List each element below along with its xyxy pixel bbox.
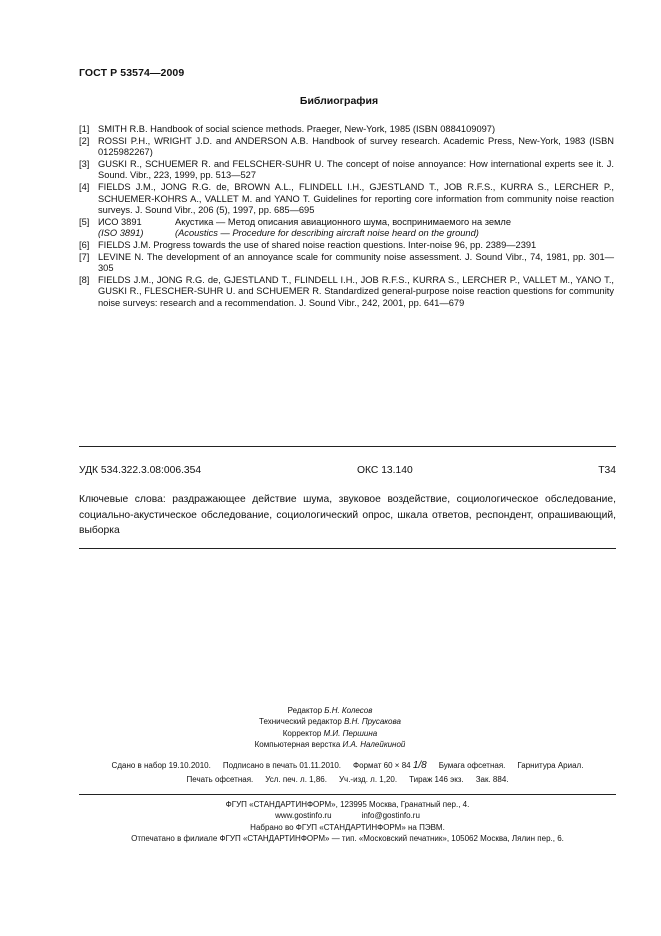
document-code: ГОСТ Р 53574—2009 xyxy=(79,67,185,79)
credit-name: Б.Н. Колесов xyxy=(324,706,373,715)
bibliography-title: Библиография xyxy=(299,95,379,107)
publisher-email: info@gostinfo.ru xyxy=(361,811,420,821)
reference-number: [5] xyxy=(79,216,90,227)
oks-code: ОКС 13.140 xyxy=(357,465,413,476)
reference-text: SMITH R.B. Handbook of social science methods. Praeger, New-York, 1985 (ISBN 0884109097) xyxy=(98,124,496,134)
publisher-web-line xyxy=(79,810,616,821)
print-detail: Уч.-изд. л. 1,20. xyxy=(338,775,398,784)
reference-item xyxy=(79,240,614,252)
print-detail: Бумага офсетная. xyxy=(438,761,506,770)
reference-number: [7] xyxy=(79,251,90,262)
credit-role: Корректор xyxy=(282,728,322,738)
format-fraction: 1/8 xyxy=(412,760,427,771)
credit-name: М.И. Першина xyxy=(323,728,378,738)
reference-text: FIELDS J.M., JONG R.G. de, BROWN A.L., FLINDELL I.H., GJESTLAND T., JOB R.F.S., KURRA S., LERCHER P., SCHUEMER-KOHRS A., VALLET M. and YANO T. Guidelines for reporting core information from community noise reaction surveys. J. Sound Vibr., 206 (5), 1997, pp. 685—695 xyxy=(98,181,614,216)
credit-name: И.А. Налейкиной xyxy=(342,739,406,749)
reference-item xyxy=(79,252,614,275)
standard-row-ru xyxy=(98,217,614,229)
publisher-website: www.gostinfo.ru xyxy=(275,811,332,821)
credits-block xyxy=(200,705,460,750)
credit-line xyxy=(200,705,460,716)
credit-line xyxy=(200,716,460,727)
credit-line xyxy=(200,739,460,750)
standard-code-en: (ISO 3891) xyxy=(98,228,144,239)
divider-top xyxy=(79,446,616,447)
reference-item xyxy=(79,275,614,310)
print-details-line-1 xyxy=(79,760,616,771)
category-code: Т34 xyxy=(598,465,616,476)
print-detail: Зак. 884. xyxy=(475,775,509,784)
print-details-line-2 xyxy=(79,775,616,784)
standard-title-ru: Акустика — Метод описания авиационного шума, воспринимаемого на земле xyxy=(175,216,512,227)
reference-item xyxy=(79,136,614,159)
reference-item xyxy=(79,159,614,182)
print-detail: Формат 60 × 84 xyxy=(353,761,411,770)
keywords: Ключевые слова: раздражающее действие шума, звуковое воздействие, социологическое обследование, социально-акустическое обследование, социологический опрос, шкала ответов, респондент, опрашивающий, выборка xyxy=(79,494,616,537)
standard-code: ИСО 3891 xyxy=(98,216,142,227)
publisher-block xyxy=(79,799,616,845)
print-detail: Усл. печ. л. 1,86. xyxy=(265,775,327,784)
typeset-note: Набрано во ФГУП «СТАНДАРТИНФОРМ» на ПЭВМ. xyxy=(250,822,445,832)
credit-role: Технический редактор xyxy=(259,717,342,727)
credit-role: Компьютерная верстка xyxy=(254,739,341,749)
reference-text: ROSSI P.H., WRIGHT J.D. and ANDERSON A.B. Handbook of survey research. Academic Press, New-York, 1983 (ISBN 0125982267) xyxy=(98,135,614,158)
divider-bottom xyxy=(79,548,616,549)
reference-item xyxy=(79,182,614,217)
reference-number: [1] xyxy=(79,124,90,134)
reference-number: [4] xyxy=(79,181,90,192)
udk-code: УДК 534.322.3.08:006.354 xyxy=(79,465,202,476)
divider-publisher xyxy=(79,794,616,795)
reference-number: [8] xyxy=(79,274,90,285)
printed-note: Отпечатано в филиале ФГУП «СТАНДАРТИНФОРМ» — тип. «Московский печатник», 105062 Москва, Лялин пер., 6. xyxy=(131,834,564,844)
credit-name: В.Н. Прусакова xyxy=(344,717,401,727)
print-detail: Тираж 146 экз. xyxy=(409,775,464,784)
reference-text: FIELDS J.M., JONG R.G. de, GJESTLAND T., FLINDELL I.H., JOB R.F.S., KURRA S., LERCHER P., VALLET M., YANO T., GUSKI R., FLESCHER-SUHR U. and SCHUEMER R. Standardized general-purpose noise reaction questions for community noise surveys: research and a recommendation. J. Sound Vibr., 242, 2001, pp. 641—679 xyxy=(98,274,614,308)
reference-number: [3] xyxy=(79,158,90,169)
standard-row-en xyxy=(98,228,614,240)
reference-standard-body xyxy=(98,217,614,240)
reference-item-standard xyxy=(79,217,614,240)
print-detail: Сдано в набор 19.10.2010. xyxy=(111,761,211,770)
reference-number: [6] xyxy=(79,239,90,250)
publisher-address: ФГУП «СТАНДАРТИНФОРМ», 123995 Москва, Гранатный пер., 4. xyxy=(225,800,470,809)
print-detail: Печать офсетная. xyxy=(186,775,254,784)
credit-line xyxy=(200,728,460,739)
reference-number: [2] xyxy=(79,135,90,146)
reference-text: LEVINE N. The development of an annoyance scale for community noise assessment. J. Sound Vibr., 74, 1981, pp. 301—305 xyxy=(98,251,614,274)
reference-text: GUSKI R., SCHUEMER R. and FELSCHER-SUHR U. The concept of noise annoyance: How international experts see it. J. Sound. Vibr., 223, 1999, pp. 513—527 xyxy=(98,158,614,181)
print-detail: Подписано в печать 01.11.2010. xyxy=(222,761,342,770)
print-detail: Гарнитура Ариал. xyxy=(517,761,584,770)
standard-title-en: (Acoustics — Procedure for describing aircraft noise heard on the ground) xyxy=(175,228,479,239)
bibliography-list xyxy=(79,124,614,310)
reference-item xyxy=(79,124,614,136)
reference-text: FIELDS J.M. Progress towards the use of shared noise reaction questions. Inter-noise 96, pp. 2389—2391 xyxy=(98,239,537,250)
credit-role: Редактор xyxy=(287,706,323,715)
